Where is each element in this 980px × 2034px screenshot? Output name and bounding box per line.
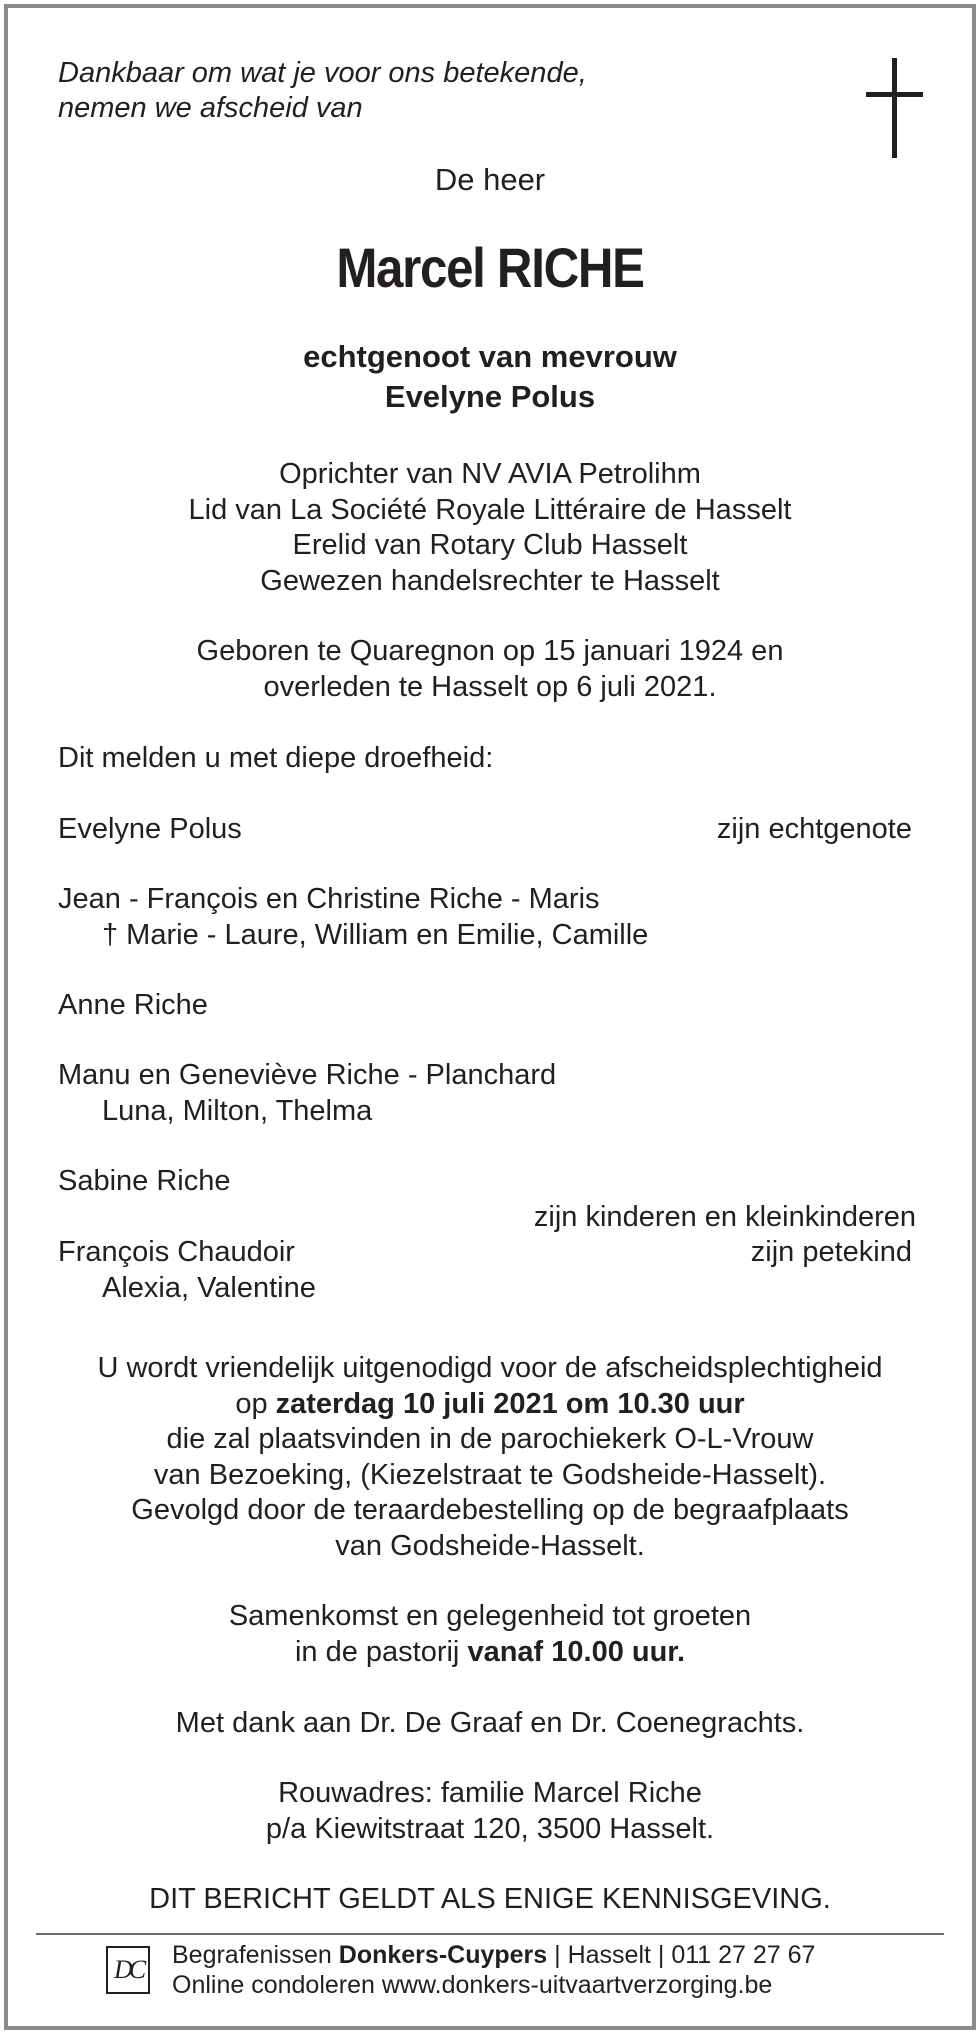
family-godchild: François Chaudoir	[58, 1236, 295, 1268]
ceremony-line-2-prefix: op	[235, 1388, 268, 1420]
footer-contact: | Hasselt | 011 27 27 67	[554, 1941, 816, 1969]
thanks-line: Met dank aan Dr. De Graaf en Dr. Coenegrachts.	[175, 1707, 805, 1739]
family-child-2: Anne Riche	[58, 989, 208, 1021]
ceremony-line-5: Gevolgd door de teraardebestelling op de begraafplaats	[131, 1494, 849, 1526]
family-child-1-grandchildren: † Marie - Laure, William en Emilie, Camille	[102, 919, 649, 951]
funeral-home-name: Donkers-Cuypers	[338, 1941, 548, 1969]
title-line-2: Lid van La Société Royale Littéraire de Hasselt	[188, 494, 792, 526]
family-children-role: zijn kinderen en kleinkinderen	[533, 1201, 916, 1233]
footer-line-1	[172, 1940, 815, 1970]
gathering-line-2	[0, 1634, 980, 1670]
announcement: Dit melden u met diepe droefheid:	[58, 742, 494, 774]
footer-prefix: Begrafenissen	[172, 1941, 332, 1969]
title-line-1: Oprichter van NV AVIA Petrolihm	[279, 458, 701, 490]
family-child-3-grandchildren: Luna, Milton, Thelma	[102, 1095, 373, 1127]
footer-divider	[36, 1933, 944, 1935]
notice-line: DIT BERICHT GELDT ALS ENIGE KENNISGEVING.	[149, 1883, 831, 1915]
birth-line: Geboren te Quaregnon op 15 januari 1924 en	[196, 635, 784, 667]
spouse-line-1: echtgenoot van mevrouw	[303, 339, 677, 374]
gathering-line-1: Samenkomst en gelegenheid tot groeten	[228, 1600, 752, 1632]
intro-line-2: nemen we afscheid van	[58, 92, 363, 124]
gathering-line-2-prefix: in de pastorij	[294, 1636, 460, 1668]
funeral-home-logo: DC	[106, 1946, 150, 1994]
address-line-2: p/a Kiewitstraat 120, 3500 Hasselt.	[265, 1813, 715, 1845]
title-line-4: Gewezen handelsrechter te Hasselt	[260, 565, 720, 597]
family-spouse-name: Evelyne Polus	[58, 813, 242, 845]
family-spouse-role: zijn echtgenote	[716, 813, 912, 845]
gathering-time: vanaf 10.00 uur.	[467, 1636, 686, 1668]
ceremony-line-6: van Godsheide-Hasselt.	[335, 1530, 645, 1562]
title-line-3: Erelid van Rotary Club Hasselt	[292, 529, 688, 561]
family-godchild-children: Alexia, Valentine	[102, 1272, 316, 1304]
ceremony-line-4: van Bezoeking, (Kiezelstraat te Godsheide-Hasselt).	[153, 1459, 827, 1491]
ceremony-line-2	[0, 1386, 980, 1422]
deceased-name: Marcel RICHE	[336, 236, 644, 299]
footer-line-2: Online condoleren www.donkers-uitvaartverzorging.be	[172, 1971, 773, 1999]
family-godchild-role: zijn petekind	[750, 1236, 912, 1268]
cross-vertical-bar	[892, 58, 897, 158]
ceremony-line-1: U wordt vriendelijk uitgenodigd voor de afscheidsplechtigheid	[97, 1352, 883, 1384]
family-child-3: Manu en Geneviève Riche - Planchard	[58, 1059, 557, 1091]
cross-horizontal-bar	[866, 92, 923, 97]
ceremony-line-3: die zal plaatsvinden in de parochiekerk O-L-Vrouw	[166, 1423, 814, 1455]
address-line-1: Rouwadres: familie Marcel Riche	[278, 1777, 702, 1809]
intro-line-1: Dankbaar om wat je voor ons betekende,	[58, 57, 587, 89]
family-child-4: Sabine Riche	[58, 1165, 231, 1197]
salutation: De heer	[434, 162, 546, 197]
death-line: overleden te Hasselt op 6 juli 2021.	[263, 671, 717, 703]
ceremony-datetime: zaterdag 10 juli 2021 om 10.30 uur	[275, 1388, 745, 1420]
spouse-line-2: Evelyne Polus	[384, 379, 596, 414]
family-child-1: Jean - François en Christine Riche - Maris	[58, 883, 600, 915]
